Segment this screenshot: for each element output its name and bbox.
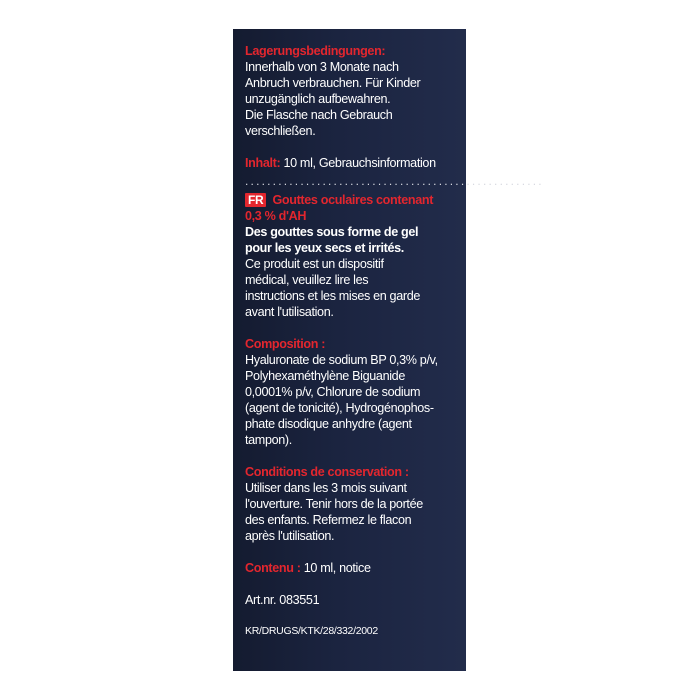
- de-storage-line: unzugänglich aufbewahren.: [245, 92, 391, 106]
- fr-language-badge: FR: [245, 193, 266, 207]
- fr-composition-line: Polyhexaméthylène Biguanide: [245, 369, 405, 383]
- fr-title-line1: Gouttes oculaires contenant: [269, 193, 434, 207]
- de-storage-heading: Lagerungsbedingungen:: [245, 44, 386, 58]
- fr-composition-line: 0,0001% p/v, Chlorure de sodium: [245, 385, 421, 399]
- fr-composition-line: Hyaluronate de sodium BP 0,3% p/v,: [245, 353, 438, 367]
- article-number: Art.nr. 083551: [245, 593, 320, 607]
- registration-number: KR/DRUGS/KTK/28/332/2002: [245, 625, 378, 637]
- fr-intro-bold: pour les yeux secs et irrités.: [245, 241, 404, 255]
- fr-storage-line: Utiliser dans les 3 mois suivant: [245, 481, 407, 495]
- fr-storage-line: des enfants. Refermez le flacon: [245, 513, 412, 527]
- de-contents-value: 10 ml, Gebrauchsinformation: [280, 156, 436, 170]
- label-panel: [233, 29, 544, 671]
- fr-intro-line: avant l'utilisation.: [245, 305, 334, 319]
- fr-contents-label: Contenu :: [245, 561, 301, 575]
- fr-intro-line: instructions et les mises en garde: [245, 289, 420, 303]
- fr-composition-heading: Composition :: [245, 337, 326, 351]
- fr-composition-line: tampon).: [245, 433, 292, 447]
- de-contents-label: Inhalt:: [245, 156, 281, 170]
- de-contents: [245, 155, 454, 171]
- dotted-separator: ......................................................: [245, 174, 544, 188]
- de-storage-line: verschließen.: [245, 124, 316, 138]
- fr-intro-bold: Des gouttes sous forme de gel: [245, 225, 419, 239]
- fr-intro-line: Ce produit est un dispositif: [245, 257, 384, 271]
- de-storage-line: Innerhalb von 3 Monate nach: [245, 60, 399, 74]
- de-storage-line: Die Flasche nach Gebrauch: [245, 108, 393, 122]
- de-storage-line: Anbruch verbrauchen. Für Kinder: [245, 76, 421, 90]
- fr-storage-line: l'ouverture. Tenir hors de la portée: [245, 497, 423, 511]
- fr-contents-value: 10 ml, notice: [300, 561, 371, 575]
- fr-storage-line: après l'utilisation.: [245, 529, 335, 543]
- fr-title-line2: 0,3 % d'AH: [245, 209, 307, 223]
- fr-storage-heading: Conditions de conservation :: [245, 465, 409, 479]
- fr-intro-line: médical, veuillez lire les: [245, 273, 369, 287]
- fr-title: [245, 192, 454, 208]
- fr-contents: [245, 560, 454, 576]
- fr-composition-line: (agent de tonicité), Hydrogénophos-: [245, 401, 434, 415]
- fr-composition-line: phate disodique anhydre (agent: [245, 417, 412, 431]
